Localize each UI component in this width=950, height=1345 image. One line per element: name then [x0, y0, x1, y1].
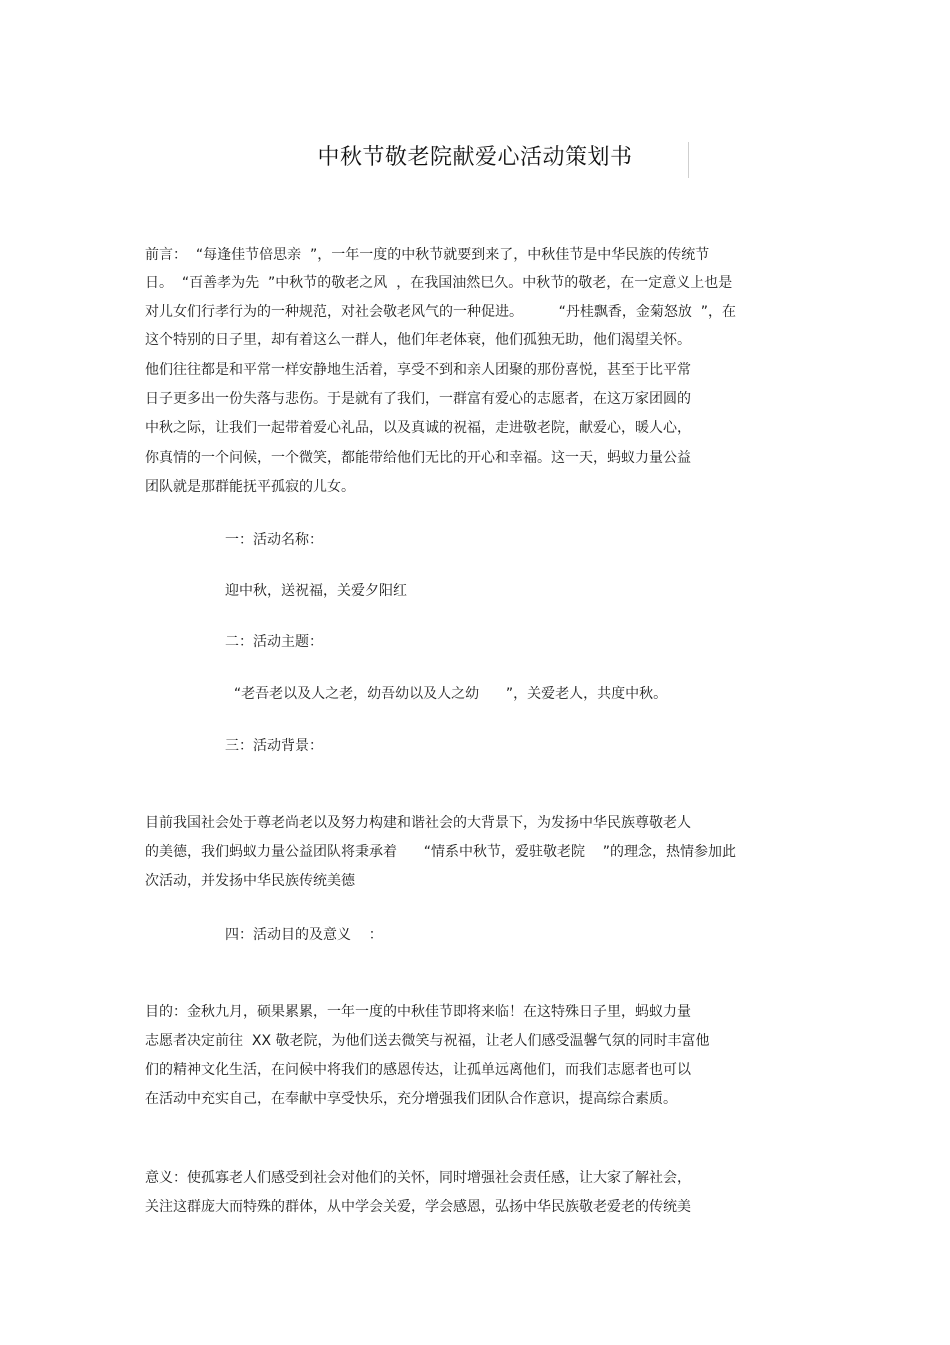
- intro-line: 这个特别的日子里，却有着这么一群人，他们年老体衰，他们孤独无助，他们渴望关怀。: [145, 332, 691, 348]
- intro-line: 你真情的一个问候，一个微笑，都能带给他们无比的开心和幸福。这一天，蚂蚁力量公益: [145, 450, 691, 466]
- section-heading-theme: 二：活动主题：: [225, 634, 323, 650]
- purpose-line: 目的：金秋九月，硕果累累，一年一度的中秋佳节即将来临！在这特殊日子里，蚂蚁力量: [145, 1004, 691, 1020]
- background-line: 目前我国社会处于尊老尚老以及努力构建和谐社会的大背景下，为发扬中华民族尊敬老人: [145, 815, 691, 831]
- text-cursor-divider: [688, 142, 689, 178]
- purpose-line: 们的精神文化生活，在问候中将我们的感恩传达，让孤单远离他们，而我们志愿者也可以: [145, 1062, 691, 1078]
- background-line: 的美德，我们蚂蚁力量公益团队将秉承着 “情系中秋节，爱驻敬老院 ”的理念，热情参加此: [145, 844, 737, 860]
- intro-line: 对儿女们行孝行为的一种规范，对社会敬老风气的一种促进。 “丹桂飘香，金菊怒放 ”，在: [145, 304, 737, 320]
- intro-line: 日。 “百善孝为先 ”中秋节的敬老之风 ，在我国油然巳久。中秋节的敬老，在一定意义上也是: [145, 275, 733, 291]
- intro-line: 中秋之际，让我们一起带着爱心礼品，以及真诚的祝福，走进敬老院，献爱心，暖人心，: [145, 420, 691, 436]
- purpose-line: 在活动中充实自己，在奉献中享受快乐，充分增强我们团队合作意识，提高综合素质。: [145, 1091, 677, 1107]
- intro-line: 前言： “每逢佳节倍思亲 ”，一年一度的中秋节就要到来了，中秋佳节是中华民族的传统节: [145, 247, 710, 263]
- background-line: 次活动，并发扬中华民族传统美德: [145, 873, 355, 889]
- section-heading-name: 一：活动名称：: [225, 532, 323, 548]
- intro-line: 日子更多出一份失落与悲伤。于是就有了我们，一群富有爱心的志愿者，在这万家团圆的: [145, 391, 691, 407]
- intro-line: 他们往往都是和平常一样安静地生活着，享受不到和亲人团聚的那份喜悦，甚至于比平常: [145, 362, 691, 378]
- intro-line: 团队就是那群能抚平孤寂的儿女。: [145, 479, 355, 495]
- meaning-line: 意义：使孤寡老人们感受到社会对他们的关怀，同时增强社会责任感，让大家了解社会，: [145, 1170, 691, 1186]
- section-heading-purpose: 四：活动目的及意义 ：: [225, 927, 383, 943]
- section-heading-background: 三：活动背景：: [225, 738, 323, 754]
- document-title: 中秋节敬老院献爱心活动策划书: [317, 145, 633, 170]
- meaning-line: 关注这群庞大而特殊的群体，从中学会关爱，学会感恩，弘扬中华民族敬老爱老的传统美: [145, 1199, 691, 1215]
- purpose-line: 志愿者决定前往 XX 敬老院，为他们送去微笑与祝福，让老人们感受温馨气氛的同时丰富他: [145, 1033, 710, 1049]
- section-content-theme: “老吾老以及人之老，幼吾幼以及人之幼 ”，关爱老人，共度中秋。: [225, 686, 668, 702]
- section-content-name: 迎中秋，送祝福，关爱夕阳红: [225, 583, 407, 599]
